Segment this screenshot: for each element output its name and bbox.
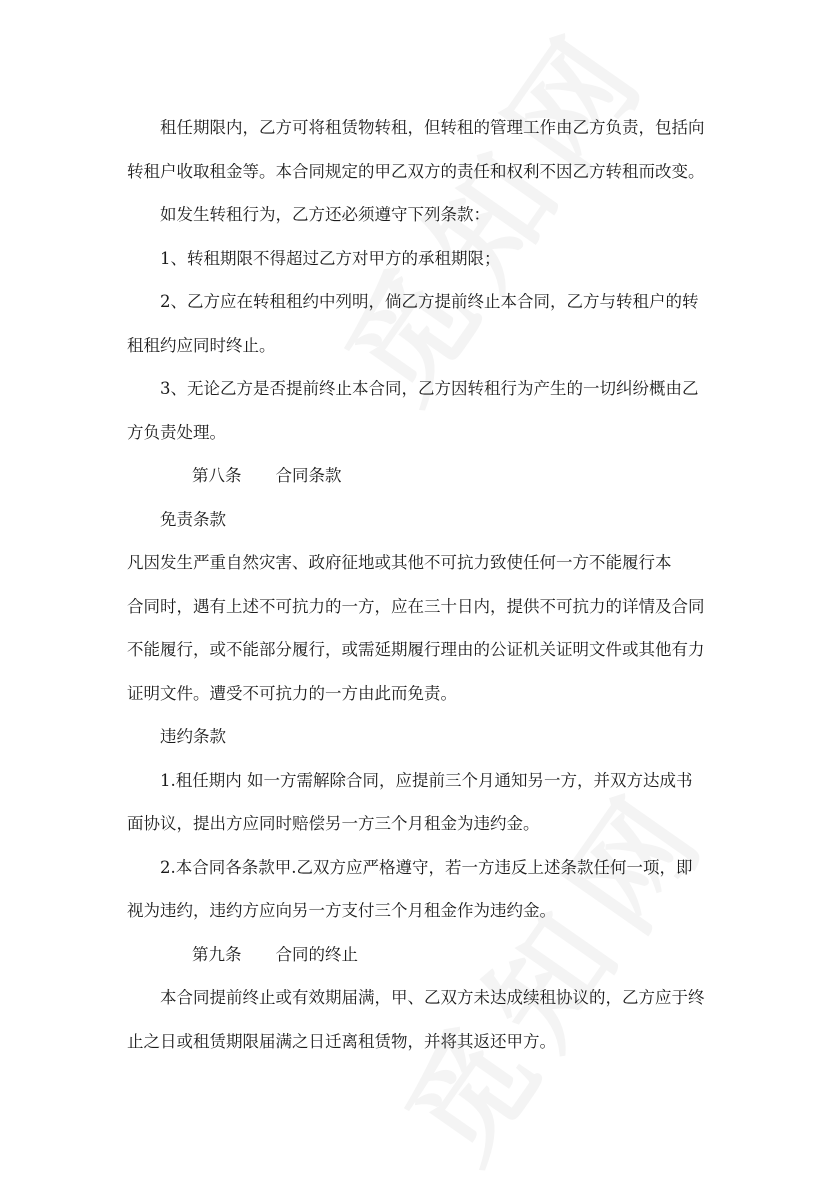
breach-clause-1 xyxy=(127,759,716,846)
paragraph-line: 租租约应同时终止。 xyxy=(127,335,276,355)
article-8-heading xyxy=(160,454,716,498)
paragraph-line: 不能履行，或不能部分履行，或需延期履行理由的公证机关证明文件或其他有力 xyxy=(127,640,705,659)
paragraph-line: 视为违约，违约方应向另一方支付三个月租金作为违约金。 xyxy=(127,901,556,920)
paragraph-line: 转租户收取租金等。本合同规定的甲乙双方的责任和权利不因乙方转租而改变。 xyxy=(127,161,705,181)
paragraph-line: 租任期限内，乙方可将租赁物转租，但转租的管理工作由乙方负责，包括向 xyxy=(160,118,705,137)
article-number: 第九条 xyxy=(192,944,242,964)
paragraph-line: 止之日或租赁期限届满之日迁离租赁物，并将其返还甲方。 xyxy=(127,1031,556,1051)
paragraph-sublease xyxy=(127,106,716,193)
article-number: 第八条 xyxy=(192,466,242,485)
clause-1: 1、转租期限不得超过乙方对甲方的承租期限； xyxy=(160,248,501,268)
article-title: 合同的终止 xyxy=(275,944,358,964)
paragraph-line: 2.本合同各条款甲.乙双方应严格遵守，若一方违反上述条款任何一项，即 xyxy=(160,857,693,877)
paragraph-line: 1.租任期内 如一方需解除合同，应提前三个月通知另一方，并双方达成书 xyxy=(160,770,693,790)
subheading-breach: 违约条款 xyxy=(160,727,226,746)
clause-3 xyxy=(127,367,716,454)
paragraph-line: 凡因发生严重自然灾害、政府征地或其他不可抗力致使任何一方不能履行本 xyxy=(127,553,672,572)
article-9-heading xyxy=(160,933,716,977)
paragraph-force-majeure xyxy=(127,541,716,715)
paragraph-line: 证明文件。遭受不可抗力的一方由此而免责。 xyxy=(127,683,457,703)
paragraph-line: 方负责处理。 xyxy=(127,422,226,442)
paragraph-sublease-conditions: 如发生转租行为，乙方还必须遵守下列条款： xyxy=(160,205,490,224)
document-body xyxy=(127,106,716,1063)
paragraph-line: 本合同提前终止或有效期届满，甲、乙双方未达成续租协议的，乙方应于终 xyxy=(160,988,705,1007)
breach-clause-2 xyxy=(127,846,716,933)
paragraph-line: 合同时，遇有上述不可抗力的一方，应在三十日内，提供不可抗力的详情及合同 xyxy=(127,596,705,616)
article-title: 合同条款 xyxy=(275,466,342,485)
paragraph-line: 2、乙方应在转租租约中列明，倘乙方提前终止本合同，乙方与转租户的转 xyxy=(160,292,699,311)
paragraph-termination xyxy=(127,976,716,1063)
paragraph-line: 面协议，提出方应同时赔偿另一方三个月租金为违约金。 xyxy=(127,814,540,833)
paragraph-line: 3、无论乙方是否提前终止本合同，乙方因转租行为产生的一切纠纷概由乙 xyxy=(160,379,699,398)
clause-2 xyxy=(127,280,716,367)
subheading-exemption: 免责条款 xyxy=(160,509,226,529)
